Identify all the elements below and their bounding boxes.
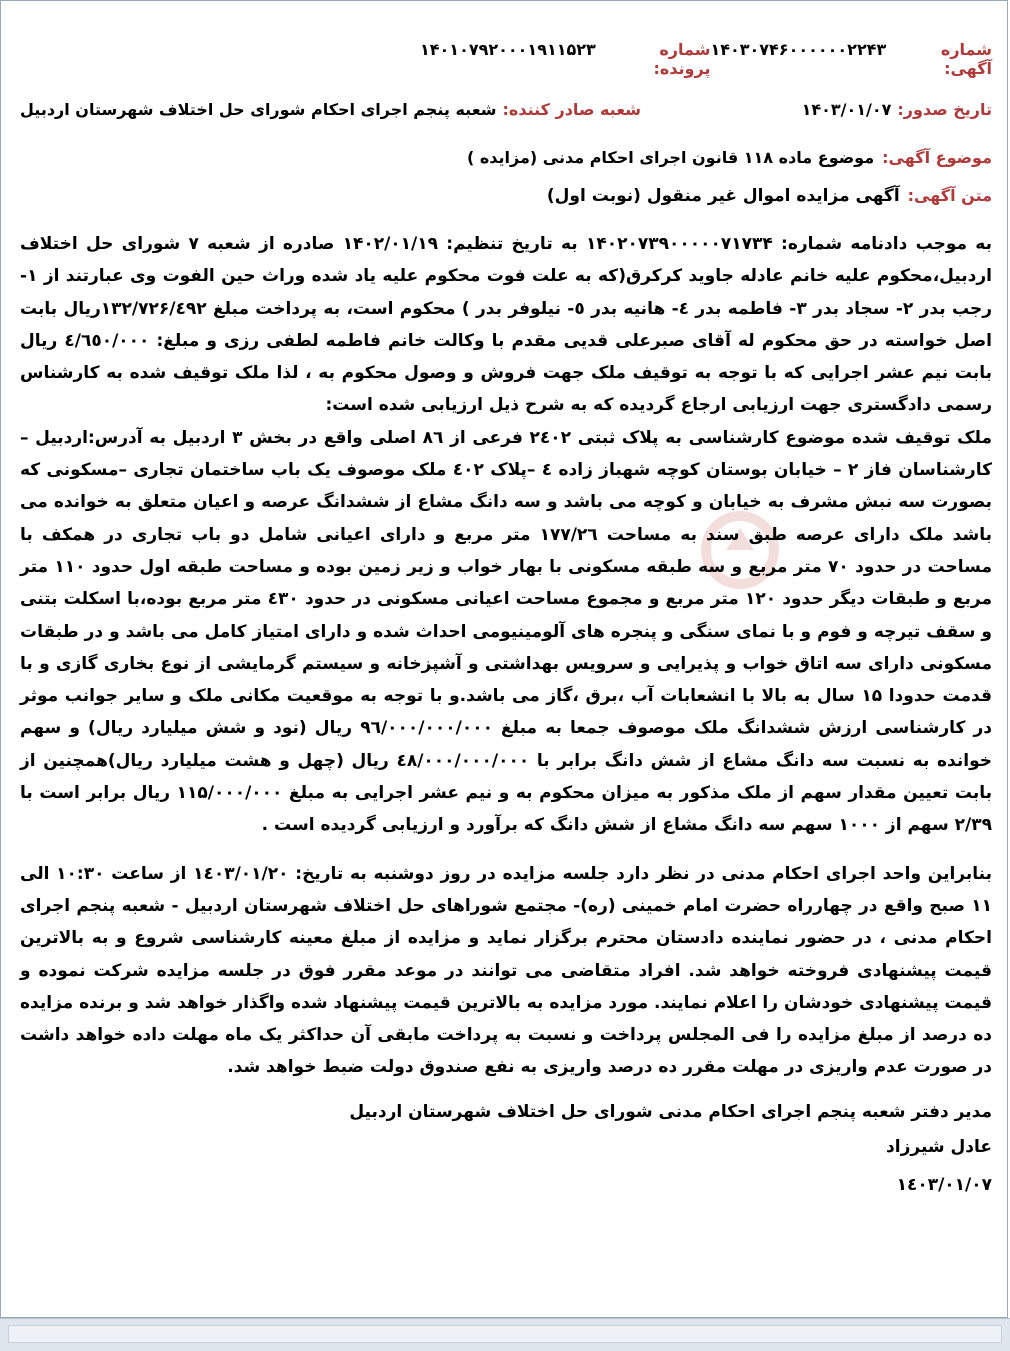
subject-row <box>20 148 992 186</box>
notice-number-label: شماره آگهی: <box>940 40 992 78</box>
paragraph-property: ملک توقیف شده موضوع کارشناسی به پلاک ثبتی ۲٤۰۲ فرعی از ۸٦ اصلی واقع در بخش ۳ اردبیل به آدرس:اردبیل – کارشناسان فاز ۲ – خیابان بوستان کوچه شهباز زاده ٤ –پلاک ٤۰۲ ملک موصوف یک باب ساختمان تجاری –مسکونی که بصورت سه نبش مشرف به خیابان و کوچه می باشد و سه دانگ مشاع از ششدانگ عرصه و اعیان متعلق به خوانده می باشد ملک دارای عرصه طبق سند به مساحت ۱۷۷/۲٦ متر مربع و دارای اعیانی شامل دو باب تجاری در همکف با مساحت در حدود ۷۰ متر مربع و سه طبقه مسکونی با بهار خواب و زیر زمین بوده و مساحت طبقه اول حدود ۱۱۰ متر مربع و طبقات دیگر حدود ۱۲۰ متر مربع و مجموع مساحت اعیانی مسکونی در حدود ٤۳۰ متر مربع بوده،با اسکلت بتنی و سقف تیرچه و فوم و با نمای سنگی و پنجره های آلومینیومی احداث شده و دارای امتیاز کامل می باشد و در طبقات مسکونی دارای سه اتاق خواب و پذیرایی و سرویس بهداشتی و آشپزخانه و سیستم گرمایشی از نوع بخاری گازی و با قدمت حدودا ۱۵ سال به بالا با انشعابات آب ،برق ،گاز می باشد.و با توجه به موقعیت مکانی ملک و سایر جوانب موثر در کارشناسی ارزش ششدانگ ملک موصوف جمعا به مبلغ ۹٦/۰۰۰/۰۰۰/۰۰۰ ریال (نود و شش میلیارد ریال) و سهم خوانده به نسبت سه دانگ مشاع از شش دانگ برابر با ٤۸/۰۰۰/۰۰۰/۰۰۰ ریال (چهل و هشت میلیارد ریال)همچنین از بابت تعیین مقدار سهم از ملک مذکور به میزان محکوم به و نیم عشر اجرایی به مبلغ ۱۱۵/۰۰۰/۰۰۰ ریال برابر است با ۲/۳۹ سهم از ۱۰۰۰ سهم سه دانگ مشاع از شش دانگ که برآورد و ارزیابی گردیده است . <box>20 427 993 836</box>
issuer <box>20 100 641 119</box>
paragraph-verdict: به موجب دادنامه شماره: ۱۴۰۲۰۷۳۹۰۰۰۰۰۷۱۷۳۴ به تاریخ تنظیم: ۱۴۰۲/۰۱/۱۹ صادره از شعبه ۷ شورای حل اختلاف اردبیل،محکوم علیه خانم عادله جاوید کرکرق(که به علت فوت محکوم علیه یاد شده وراث حین الفوت وی عبارتند از ۱- رجب بدر ۲- سجاد بدر ۳- فاطمه بدر ٤- هانیه بدر ٥- نیلوفر بدر ) محکوم است، به پرداخت مبلغ ۱۳۲/۷۲۶/٤۹۲ریال بابت اصل خواسته در حق محکوم له آقای صبرعلی قدیی مقدم با وکالت خانم فاطمه لطفی رزی و مبلغ: ٤/٦٥٠/۰۰۰ ریال بابت نیم عشر اجرایی که با توجه به توقیف ملک جهت فروش و وصول محکوم به ، لذا ملک توقیف شده به کارشناس رسمی دادگستری جهت ارزیابی ارجاع گردیده که به شرح ذیل ارزیابی شده است: <box>20 234 992 416</box>
notice-number-value: ۱۴۰۳۰۷۴۶۰۰۰۰۰۰۲۲۴۳ <box>710 40 887 59</box>
issue-date-label: تاریخ صدور: <box>897 99 992 119</box>
header-row-2 <box>20 84 992 134</box>
file-number <box>420 40 710 78</box>
issuer-label: شعبه صادر کننده: <box>502 99 641 119</box>
notice-document <box>20 34 992 1204</box>
paragraph-auction: بنابراین واحد اجرای احکام مدنی در نظر دارد جلسه مزایده در روز دوشنبه به تاریخ: ۱٤۰۳/۰۱/۲۰ از ساعت ۱۰:۳۰ الی ۱۱ صبح واقع در چهارراه حضرت امام خمینی (ره)- مجتمع شوراهای حل اختلاف شهرستان اردبیل - شعبه پنجم اجرای احکام مدنی ، در حضور نماینده دادستان محترم برگزار نماید و مزایده از مبلغ معینه کارشناسی شروع و به بالاترین قیمت پیشنهادی فروخته خواهد شد. افراد متقاضی می توانند در موعد مقرر فوق در جلسه مزایده شرکت نموده و قیمت پیشنهادی خودشان را اعلام نمایند. مورد مزایده به بالاترین قیمت پیشنهاد شده واگذار خواهد شد و برنده مزایده ده درصد از مبلغ مزایده را فی المجلس پرداخت و نسبت به پرداخت مابقی آن حداکثر یک ماه مهلت داده خواهد داشت در صورت عدم واریزی در مهلت مقرر ده درصد واریزی به نفع صندوق دولت ضبط خواهد شد. <box>20 863 992 1078</box>
issue-date-value: ۱۴۰۳/۰۱/۰۷ <box>801 99 892 119</box>
status-bar <box>0 1318 1010 1351</box>
file-number-label: شماره پرونده: <box>653 40 711 78</box>
body-title-value: آگهی مزایده اموال غیر منقول (نوبت اول) <box>546 186 900 206</box>
issue-date <box>802 100 992 119</box>
signature-date: ۱٤۰۳/۰۱/۰۷ <box>896 1174 992 1195</box>
body-title-row <box>20 186 992 228</box>
file-number-value: ۱۴۰۱۰۷۹۲۰۰۰۱۹۱۱۵۲۳ <box>420 40 596 59</box>
body-title-label: متن آگهی: <box>907 186 992 205</box>
signature-name: عادل شیرزاد <box>886 1136 992 1157</box>
horizontal-scrollbar[interactable] <box>8 1325 1002 1343</box>
header-row-1 <box>20 34 992 84</box>
notice-number <box>710 40 992 78</box>
subject-value: موضوع ماده ۱۱۸ قانون اجرای احکام مدنی (مزایده ) <box>466 148 875 167</box>
issuer-value: شعبه پنجم اجرای احکام شورای حل اختلاف شهرستان اردبیل <box>20 99 497 119</box>
signature-office: مدیر دفتر شعبه پنجم اجرای احکام مدنی شورای حل اختلاف شهرستان اردبیل <box>349 1101 992 1122</box>
subject-label: موضوع آگهی: <box>882 148 992 167</box>
